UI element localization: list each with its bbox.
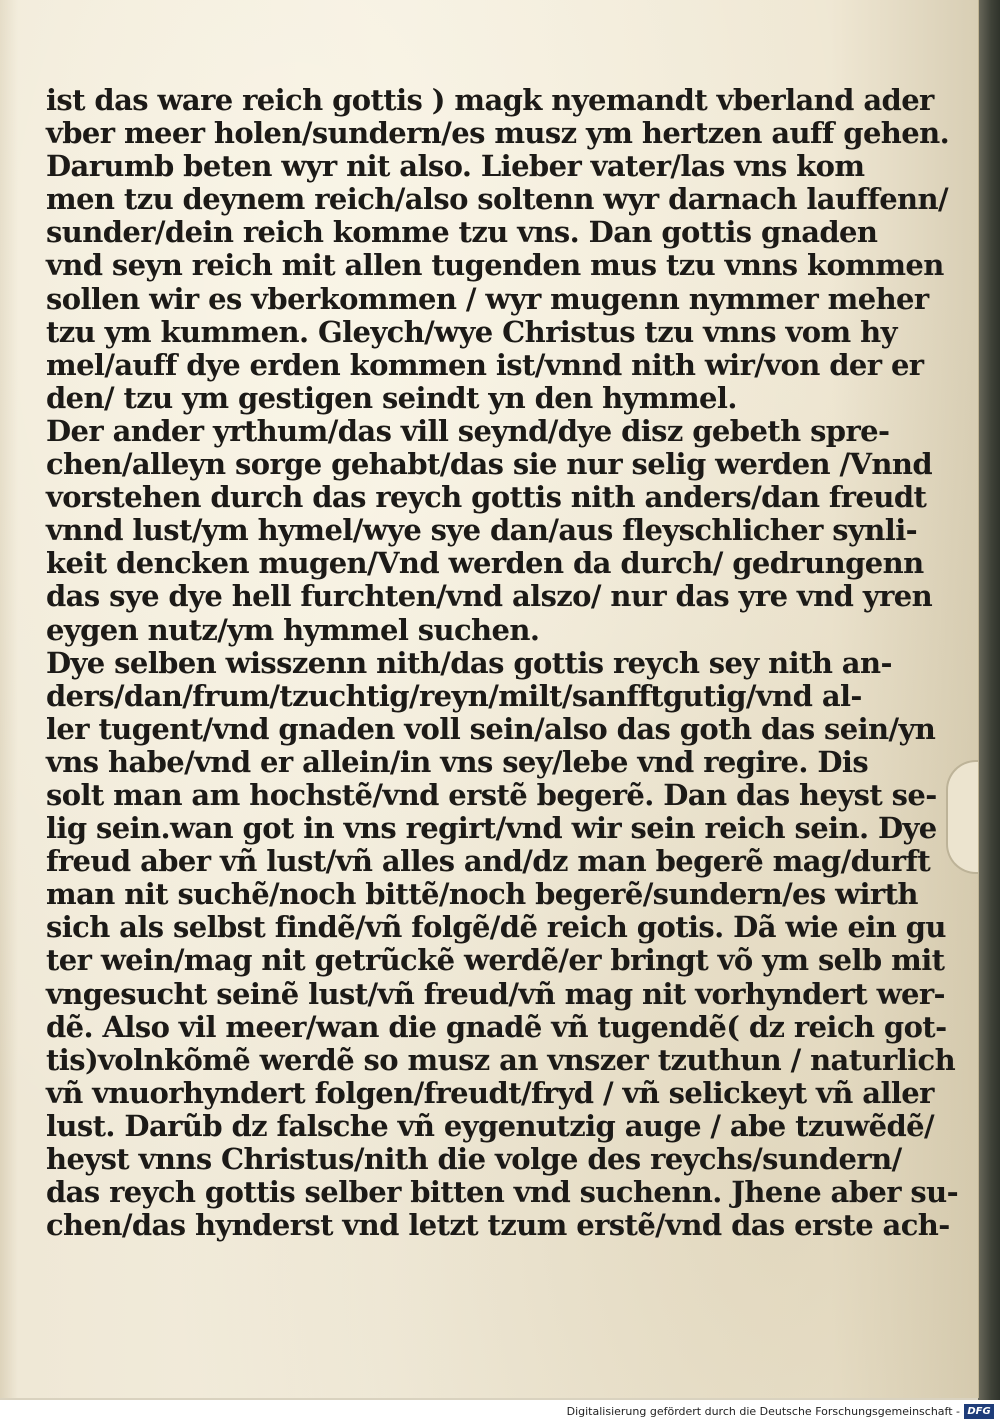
text-line: mel/auff dye erden kommen ist/vnnd nith wir/von der er	[46, 347, 924, 382]
book-edge	[978, 0, 1000, 1400]
text-line: sunder/dein reich komme tzu vns. Dan gottis gnaden	[46, 215, 878, 250]
text-line: tzu ym kummen. Gleych/wye Christus tzu vnns vom hy	[46, 314, 897, 349]
text-line: solt man am hochstẽ/vnd erstẽ begerẽ. Dan das heyst se-	[46, 777, 937, 812]
text-line: chen/das hynderst vnd letzt tzum erstẽ/vnd das erste ach-	[46, 1208, 950, 1243]
text-line: Der ander yrthum/das vill seynd/dye disz gebeth spre-	[46, 413, 890, 448]
text-line: den/ tzu ym gestigen seindt yn den hymmel.	[46, 380, 737, 415]
text-line: freud aber vñ lust/vñ alles and/dz man begerẽ mag/durft	[46, 844, 931, 879]
text-line: chen/alleyn sorge gehabt/das sie nur selig werden /Vnnd	[46, 447, 933, 482]
text-line: vber meer holen/sundern/es musz ym hertzen auff gehen.	[46, 116, 950, 151]
footer-bar	[0, 1400, 1000, 1424]
text-line: vorstehen durch das reych gottis nith anders/dan freudt	[46, 480, 927, 515]
text-line: vñ vnuorhyndert folgen/freudt/fryd / vñ selickeyt vñ aller	[46, 1075, 934, 1110]
text-line: heyst vnns Christus/nith die volge des reychs/sundern/	[46, 1142, 902, 1176]
text-line: das reych gottis selber bitten vnd suchenn. Jhene aber su-	[46, 1175, 959, 1210]
text-line: vngesucht seinẽ lust/vñ freud/vñ mag nit vorhyndert wer-	[46, 976, 945, 1011]
dfg-logo: DFG	[964, 1404, 994, 1419]
page-fold	[946, 760, 978, 874]
text-block	[46, 83, 959, 1243]
text-line: Darumb beten wyr nit also. Lieber vater/las vns kom	[46, 149, 865, 184]
text-line: das sye dye hell furchten/vnd alszo/ nur das yre vnd yren	[46, 579, 933, 614]
text-line: men tzu deynem reich/also soltenn wyr darnach lauffenn/	[46, 182, 949, 217]
text-line: sollen wir es vberkommen / wyr mugenn nymmer meher	[46, 281, 929, 316]
text-line: vnnd lust/ym hymel/wye sye dan/aus fleyschlicher synli-	[46, 513, 918, 548]
text-line: man nit suchẽ/noch bittẽ/noch begerẽ/sundern/es wirth	[46, 877, 918, 912]
footer-credit: Digitalisierung gefördert durch die Deutsche Forschungsgemeinschaft -	[566, 1405, 960, 1418]
text-line: vnd seyn reich mit allen tugenden mus tzu vnns kommen	[46, 248, 944, 283]
text-line: ders/dan/frum/tzuchtig/reyn/milt/sanfftgutig/vnd al-	[46, 678, 862, 713]
text-line: lust. Darũb dz falsche vñ eygenutzig auge / abe tzuwẽdẽ/	[46, 1108, 935, 1143]
text-line: ler tugent/vnd gnaden voll sein/also das goth das sein/yn	[46, 711, 936, 746]
text-line: ter wein/mag nit getrũckẽ werdẽ/er bringt võ ym selb mit	[46, 943, 945, 978]
text-line: sich als selbst findẽ/vñ folgẽ/dẽ reich gotis. Dã wie ein gu	[46, 910, 946, 945]
text-line: keit dencken mugen/Vnd werden da durch/ gedrungenn	[46, 546, 924, 581]
text-line: eygen nutz/ym hymmel suchen.	[46, 612, 540, 647]
text-line: Dye selben wisszenn nith/das gottis reych sey nith an-	[46, 645, 892, 680]
text-line: vns habe/vnd er allein/in vns sey/lebe vnd regire. Dis	[46, 744, 869, 779]
text-line: dẽ. Also vil meer/wan die gnadẽ vñ tugendẽ( dz reich got-	[46, 1009, 947, 1044]
text-line: lig sein.wan got in vns regirt/vnd wir sein reich sein. Dye	[46, 811, 937, 846]
text-line: ist das ware reich gottis ) magk nyemandt vberland ader	[46, 83, 934, 117]
text-line: tis)volnkõmẽ werdẽ so musz an vnszer tzuthun / naturlich	[46, 1042, 956, 1077]
